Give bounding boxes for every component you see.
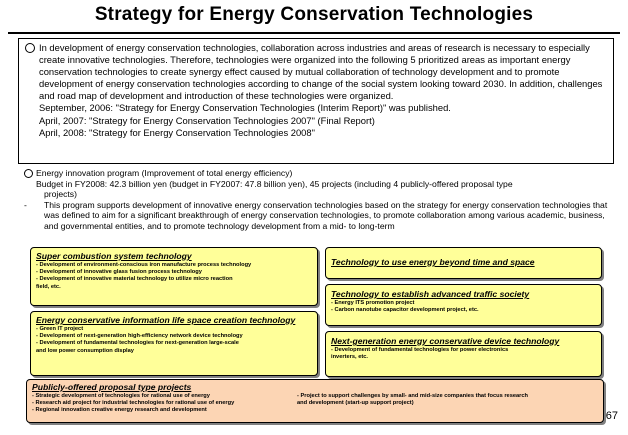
super-combustion-box <box>30 247 318 306</box>
intro-paragraph: In development of energy conservation technologies, collaboration across industries and areas of research is necessary to especially create innovative technologies. Therefore, technologies were organized into the following 5 prioritized areas as important energy conservation technologies to create synergy effect caused by mutual collaboration of technology development and to promote development of energy conservation technologies according to change of the social system looking toward 2030. In addition, challenges and road map of development and introduction of these technologies were organized. <box>39 42 603 102</box>
list-item: - Green IT project <box>36 325 84 332</box>
program-section <box>24 168 614 232</box>
list-item: and development (start-up support project) <box>297 399 414 406</box>
publicly-offered-box <box>26 379 604 423</box>
dash-marker: - <box>24 199 27 210</box>
list-item: - Development of fundamental technologies for power electronics <box>331 346 509 353</box>
program-description-text: This program supports development of innovative energy conservation technologies based on the strategy for energy conservation technologies that was defined to aim for a significant breakthrough of energy conservation technologies, to promote collaboration among various academic, business, and governmental entities, and to promote technology development from a mid- to long-term <box>44 199 608 231</box>
intro-box <box>18 38 614 164</box>
title-underline <box>8 32 620 34</box>
list-item: - Development of next-generation high-efficiency network device technology <box>36 332 243 339</box>
device-technology-box <box>325 331 602 377</box>
list-item: - Project to support challenges by small- and mid-size companies that focus research <box>297 392 529 399</box>
box-title: Publicly-offered proposal type projects <box>32 382 192 392</box>
page-title: Strategy for Energy Conservation Technologies <box>94 4 534 25</box>
box-title: Energy conservative information life space creation technology <box>36 315 296 325</box>
box-title: Next-generation energy conservative device technology <box>331 336 560 346</box>
intro-event: September, 2006: "Strategy for Energy Conservation Technologies (Interim Report)" was published. <box>39 102 451 114</box>
list-item: field, etc. <box>36 283 61 290</box>
program-name: Energy innovation program (Improvement of total energy efficiency) <box>36 168 293 178</box>
bullet-circle-icon <box>25 43 35 53</box>
program-budget: Budget in FY2008: 42.3 billion yen (budget in FY2007: 47.8 billion yen), 45 projects (including 4 publicly-offered proposal type <box>36 178 513 189</box>
list-item: - Strategic development of technologies for rational use of energy <box>32 392 210 399</box>
beyond-time-space-box <box>325 247 602 279</box>
box-title: Super combustion system technology <box>36 251 192 261</box>
program-description <box>24 200 614 232</box>
box-title: Technology to establish advanced traffic society <box>331 289 530 299</box>
intro-event: April, 2008: "Strategy for Energy Conservation Technologies 2008" <box>39 126 315 138</box>
program-budget-cont: projects) <box>44 189 77 200</box>
list-item: - Energy ITS promotion project <box>331 299 415 306</box>
list-item: - Research aid project for industrial technologies for rational use of energy <box>32 399 235 406</box>
list-item: - Development of environment-conscious iron manufacture process technology <box>36 261 252 268</box>
info-life-space-box <box>30 311 318 376</box>
list-item: and low power consumption display <box>36 347 134 354</box>
list-item: - Regional innovation creative energy research and development <box>32 407 207 414</box>
list-item: - Development of innovative material technology to utilize micro reaction <box>36 276 233 283</box>
list-item: - Development of fundamental technologies for next-generation large-scale <box>36 340 239 347</box>
list-item: inverters, etc. <box>331 353 368 360</box>
list-item: - Development of innovative glass fusion process technology <box>36 268 202 275</box>
box-title: Technology to use energy beyond time and space <box>331 257 535 267</box>
intro-event: April, 2007: "Strategy for Energy Conservation Technologies 2007" (Final Report) <box>39 114 375 126</box>
list-item: - Carbon nanotube capacitor development project, etc. <box>331 306 479 313</box>
traffic-society-box <box>325 284 602 326</box>
page-number: 67 <box>605 410 618 422</box>
bullet-circle-icon <box>24 169 33 178</box>
